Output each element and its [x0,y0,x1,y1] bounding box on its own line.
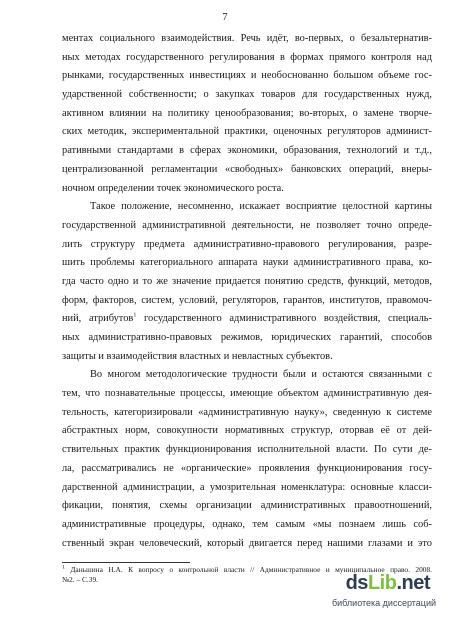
text-line: лить структуру предмета административно-правового регулирования, разре- [62,238,432,250]
paragraph-3 [62,366,432,553]
text-line: активном влиянии на политику ценообразования; во-вторых, о замене творче- [62,107,432,119]
paragraph-2 [62,198,432,366]
text-line: защиты и взаимодействия властных и невластных субъектов. [62,350,333,362]
footnote-divider [62,562,190,563]
text-line: тельность, категоризировали «административную науку», сведенную к системе [62,406,432,418]
text-line: ских методик, экспериментальной практики, оценочных регуляторов админист- [62,126,432,138]
dslib-logo: dsLib.net [345,572,430,594]
text-line: ночном определении точек экономического роста. [62,182,284,194]
text-segment: ний, атрибутов [62,313,134,325]
text-line: форм, факторов, систем, условий, регуляторов, гарантов, институтов, правомоч- [62,294,432,306]
footnote-line: №2. – С.39. [62,575,99,584]
text-line: рынками, государственных инвестициях и необоснованно большом объеме гос- [62,70,432,82]
footnote-reference[interactable]: 1 [133,312,137,319]
text-line: ных административно-правовых режимов, юридических гарантий, способов [62,332,432,343]
text-line: фикации, понятия, схемы организации административных правоотношений, [62,500,432,512]
paragraph-1 [62,30,432,198]
text-line: ударственной собственности; о закупках товаров для государственных нужд, [62,89,432,101]
text-line: абстрактных норм, совокупности нормативных структур, оторвав её от дей- [62,425,432,437]
page-number: 7 [222,12,228,23]
text-line: Такое положение, несомненно, искажает восприятие целостной картины [90,201,432,213]
text-line: ственный экран человеческий, который двигается перед нашими глазами и это [62,537,432,549]
text-line: ных методах государственного регулирования в формах прямого контроля над [62,51,432,63]
text-line: тем, что познавательные процессы, имеющие объектом административную дея- [62,388,432,400]
text-line: ментах социального взаимодействия. Речь идёт, во-первых, о безальтернатив- [62,33,432,44]
footnote-number: 1 [62,565,65,571]
text-line: централизованной регламентации «свободных» банковских операций, внеры- [62,163,432,175]
footnote-text: Даньшина Н.А. К вопросу о контрольной власти // Административное и муниципальное право. 2008. [65,565,432,574]
text-line-with-footnote [62,310,432,329]
body-text [62,30,432,553]
text-line: административные процедуры, однако, тем самым «мы познаем лишь соб- [62,518,432,530]
text-line: ствительных практик функционирования исполнительной власти. По сути де- [62,444,432,456]
text-line: государственной административной деятельности, не позволяет точно опреде- [62,219,432,231]
text-line: шить проблемы категориального аппарата науки административного права, ко- [62,257,432,269]
watermark-tagline: библиотека диссертаций [331,598,436,608]
text-segment: государственного административного воздействия, специаль- [136,313,432,325]
dslib-watermark[interactable] [324,572,436,616]
text-line: Во многом методологические трудности были и остаются связанными с [90,369,432,381]
text-line: ла, рассматривались не «органические» проявления функционирования госу- [62,462,432,474]
text-line: ративными стандартами в сферах экономики, образования, технологий и т.д., [62,145,432,157]
text-line: дарственной администрации, а умозрительная номенклатура: основные класси- [62,481,432,493]
text-line: гда часто одно и то же значение придается понятию средств, функций, методов, [62,275,432,287]
